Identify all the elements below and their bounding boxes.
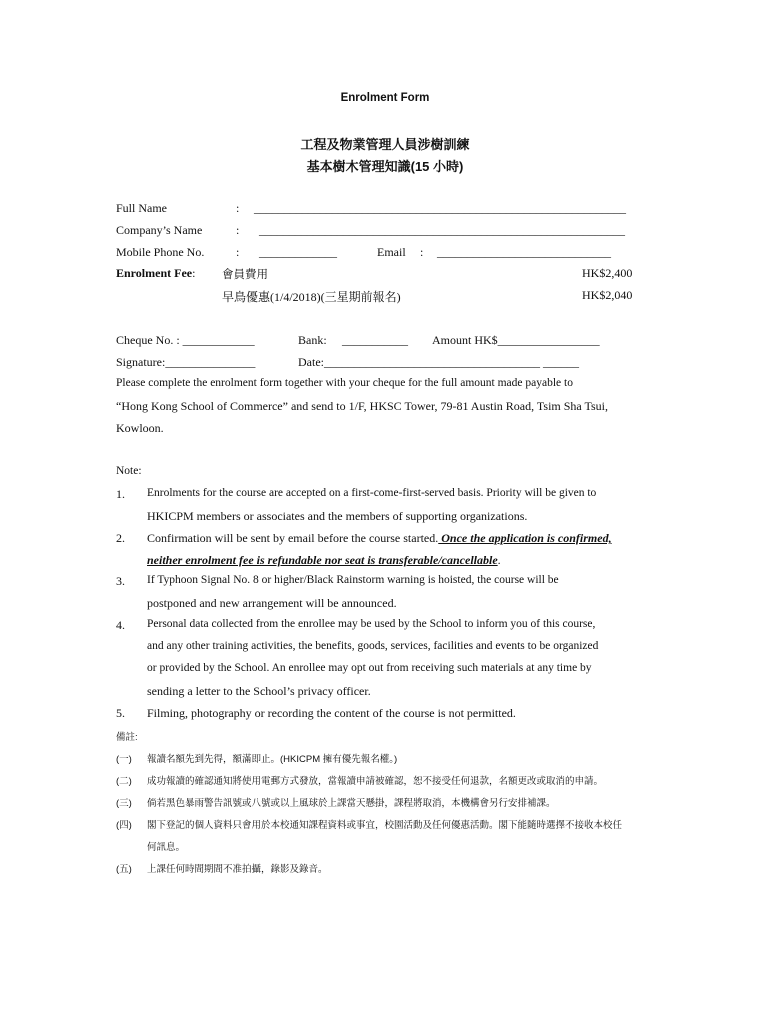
- remark-2: 成功報讀的確認通知將使用電郵方式發放，當報讀申請被確認，恕不接受任何退款，名額更改或取消的申請。: [147, 776, 604, 787]
- note-4-line4: sending a letter to the School’s privacy officer.: [147, 684, 371, 698]
- signature-field[interactable]: Signature:_______________: [116, 355, 256, 369]
- remarks-heading: 備註:: [116, 732, 138, 743]
- early-bird-label: 早鳥優惠(1/4/2018)(三星期前報名): [222, 290, 401, 304]
- email-colon: :: [420, 245, 424, 259]
- note-3-line2: postponed and new arrangement will be announced.: [147, 596, 397, 610]
- note-2-tail: .: [497, 553, 501, 567]
- remark-3: 倘若黑色暴雨警告訊號或八號或以上風球於上課當天懸掛，課程將取消，本機構會另行安排補課。: [147, 798, 556, 809]
- cheque-field[interactable]: Cheque No. : ____________: [116, 333, 255, 347]
- note-3-line1: If Typhoon Signal No. 8 or higher/Black Rainstorm warning is hoisted, the course will be: [147, 574, 559, 586]
- note-number: 3.: [116, 574, 125, 588]
- full-name-field[interactable]: ______________________________________________________________: [254, 201, 626, 215]
- course-title-line2: 基本樹木管理知識(15 小時): [306, 159, 464, 174]
- note-4-line1: Personal data collected from the enrollee may be used by the School to inform you of this course,: [147, 618, 596, 630]
- note-2-emphasis: Once the application is confirmed,: [438, 531, 612, 545]
- note-1-line1: Enrolments for the course are accepted on a first-come-first-served basis. Priority will be given to: [147, 487, 597, 499]
- company-field[interactable]: _____________________________________________________________: [259, 223, 625, 237]
- remark-4-cont: 何訊息。: [147, 842, 186, 853]
- email-field[interactable]: _____________________________: [437, 245, 611, 259]
- note-1-line2: HKICPM members or associates and the members of supporting organizations.: [147, 509, 528, 523]
- note-number: 1.: [116, 487, 125, 501]
- instruction-line1: Please complete the enrolment form together with your cheque for the full amount made payable to: [116, 377, 573, 389]
- bank-field[interactable]: ___________: [342, 333, 408, 347]
- remark-number: (五): [116, 864, 132, 875]
- course-title-line1: 工程及物業管理人員涉樹訓練: [300, 137, 470, 152]
- member-fee-amount: HK$2,400: [582, 266, 633, 280]
- mobile-field[interactable]: _____________: [259, 245, 337, 259]
- note-4-line3: or provided by the School. An enrollee may opt out from receiving such materials at any time by: [147, 662, 592, 674]
- enrolment-fee-colon: :: [192, 266, 196, 280]
- remark-number: (一): [116, 754, 132, 765]
- bank-label: Bank:: [298, 333, 327, 347]
- note-number: 5.: [116, 706, 125, 720]
- form-title: Enrolment Form: [340, 92, 430, 104]
- mobile-label: Mobile Phone No.: [116, 245, 205, 259]
- notes-heading: Note:: [116, 465, 142, 477]
- enrolment-fee-label-text: Enrolment Fee: [116, 266, 193, 280]
- remark-number: (二): [116, 776, 132, 787]
- note-2-line2: [147, 553, 501, 568]
- company-label: Company’s Name: [116, 223, 203, 237]
- member-fee-label: 會員費用: [222, 269, 268, 281]
- note-2-plain: Confirmation will be sent by email before the course started.: [147, 531, 439, 545]
- note-number: 4.: [116, 618, 125, 632]
- date-field[interactable]: Date:____________________________________ ______: [298, 355, 579, 369]
- full-name-label: Full Name: [116, 201, 167, 215]
- instruction-line3: Kowloon.: [116, 421, 164, 435]
- note-2-line1: [147, 531, 612, 546]
- note-5-line1: Filming, photography or recording the content of the course is not permitted.: [147, 706, 516, 720]
- remark-4: 閣下登記的個人資料只會用於本校通知課程資料或事宜，校園活動及任何優惠活動。閣下能隨時選擇不接收本校任: [147, 820, 623, 831]
- enrolment-fee-label: [116, 266, 195, 281]
- mobile-colon: :: [236, 245, 240, 259]
- amount-field[interactable]: Amount HK$_________________: [432, 333, 600, 347]
- note-2-emphasis-cont: neither enrolment fee is refundable nor seat is transferable/cancellable: [147, 553, 498, 567]
- instruction-line2: “Hong Kong School of Commerce” and send to 1/F, HKSC Tower, 79-81 Austin Road, Tsim Sha Tsui,: [116, 399, 609, 413]
- remark-number: (三): [116, 798, 132, 809]
- early-bird-amount: HK$2,040: [582, 288, 633, 302]
- note-number: 2.: [116, 531, 125, 545]
- remark-number: (四): [116, 820, 132, 831]
- full-name-colon: :: [236, 201, 240, 215]
- note-4-line2: and any other training activities, the benefits, goods, services, facilities and events to be organized: [147, 640, 599, 652]
- remark-5: 上課任何時間期間不准拍攝，錄影及錄音。: [147, 864, 328, 875]
- remark-1: 報讀名額先到先得，額滿即止。(HKICPM 擁有優先報名權。): [147, 754, 398, 765]
- company-colon: :: [236, 223, 240, 237]
- email-label: Email: [377, 245, 406, 259]
